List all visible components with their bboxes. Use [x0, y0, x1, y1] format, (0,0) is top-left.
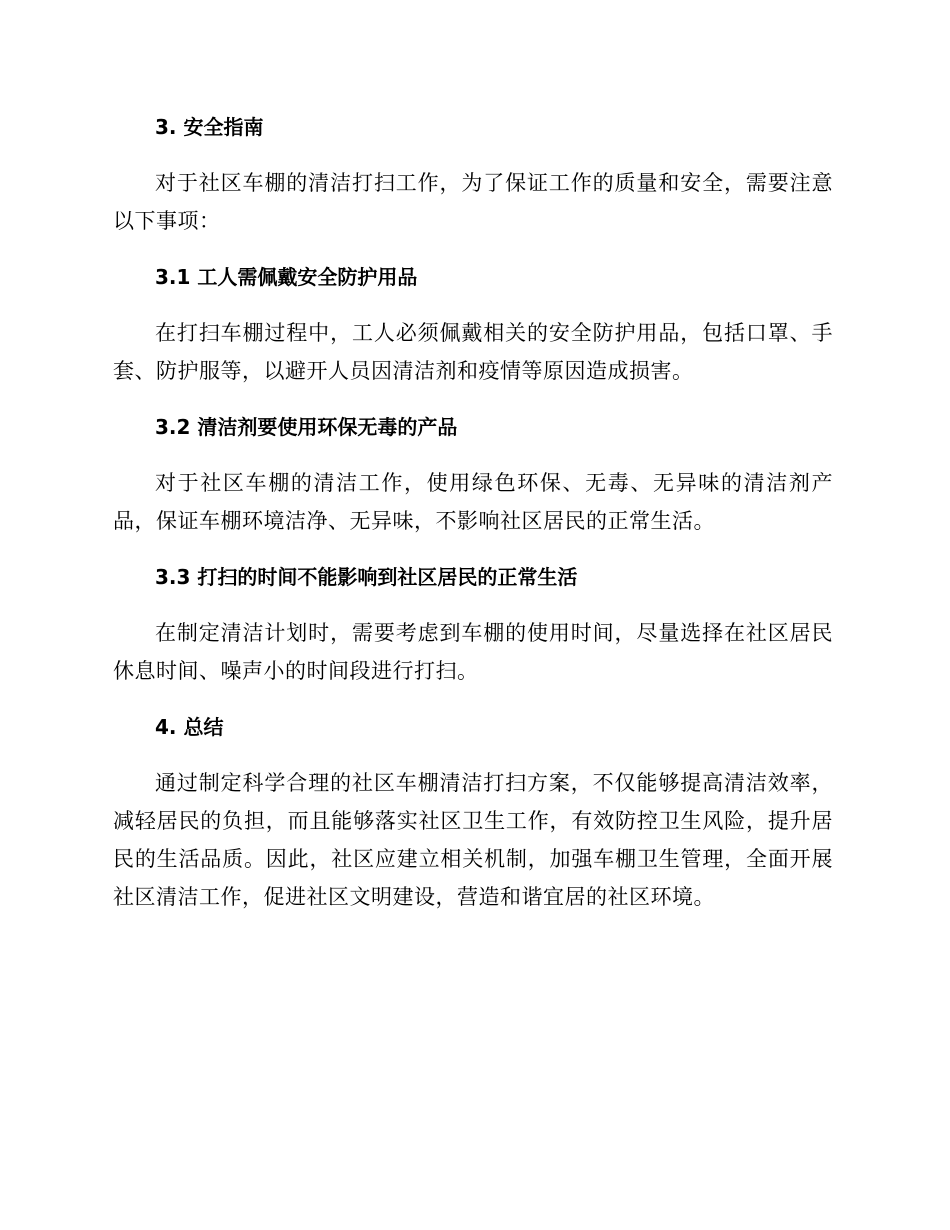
section-heading: 3.3 打扫的时间不能影响到社区居民的正常生活: [155, 565, 578, 589]
section-paragraph: 在打扫车棚过程中，工人必须佩戴相关的安全防护用品，包括口罩、手套、防护服等，以避开人员因清洁剂和疫情等原因造成损害。: [113, 321, 833, 383]
section-paragraph: 在制定清洁计划时，需要考虑到车棚的使用时间，尽量选择在社区居民休息时间、噪声小的时间段进行打扫。: [113, 621, 833, 683]
section-paragraph: 对于社区车棚的清洁工作，使用绿色环保、无毒、无异味的清洁剂产品，保证车棚环境洁净、无异味，不影响社区居民的正常生活。: [113, 471, 833, 533]
section-paragraph: 对于社区车棚的清洁打扫工作，为了保证工作的质量和安全，需要注意以下事项：: [113, 171, 833, 233]
section-heading: 3.1 工人需佩戴安全防护用品: [155, 265, 418, 289]
section-heading: 3. 安全指南: [155, 115, 264, 139]
section-eco-cleaner: [113, 408, 833, 558]
section-summary: [113, 708, 833, 916]
section-heading: 3.2 清洁剂要使用环保无毒的产品: [155, 415, 458, 439]
section-cleaning-time: [113, 558, 833, 708]
section-heading: 4. 总结: [155, 715, 224, 739]
section-paragraph: 通过制定科学合理的社区车棚清洁打扫方案，不仅能够提高清洁效率，减轻居民的负担，而且能够落实社区卫生工作，有效防控卫生风险，提升居民的生活品质。因此，社区应建立相关机制，加强车棚卫生管理，全面开展社区清洁工作，促进社区文明建设，营造和谐宜居的社区环境。: [113, 771, 833, 909]
document-content: [113, 108, 833, 916]
section-safety-guide: [113, 108, 833, 258]
section-protective-equipment: [113, 258, 833, 408]
